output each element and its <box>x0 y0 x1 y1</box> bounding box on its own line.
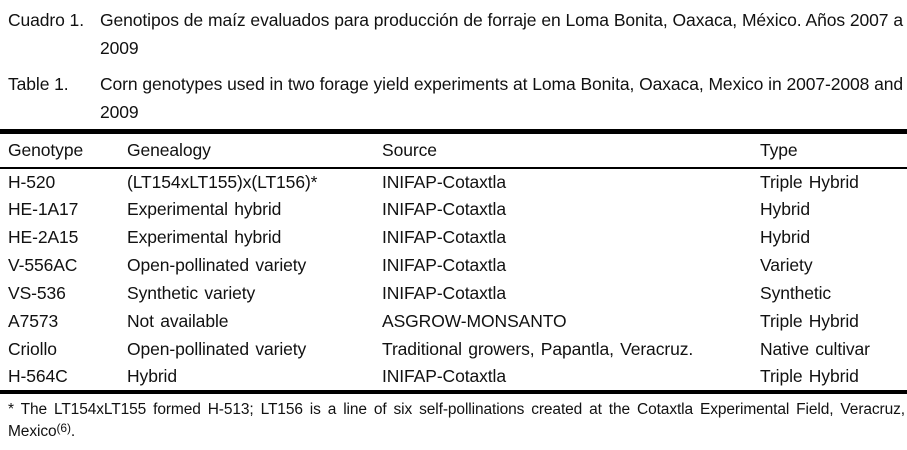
table-row <box>0 252 907 280</box>
table-row <box>0 280 907 308</box>
cell-type: Triple Hybrid <box>760 311 859 331</box>
cell-genealogy: Open-pollinated variety <box>127 255 307 275</box>
genotype-table <box>0 129 907 394</box>
cell-type: Variety <box>760 255 813 275</box>
column-header-type: Type <box>760 132 907 168</box>
column-header-genealogy: Genealogy <box>127 132 382 168</box>
table-row <box>0 168 907 196</box>
caption-spanish <box>0 6 907 62</box>
cell-source: ASGROW-MONSANTO <box>382 311 567 331</box>
table-row <box>0 224 907 252</box>
caption-spanish-text: Genotipos de maíz evaluados para producción de forraje en Loma Bonita, Oaxaca, México. Años 2007 a 2009 <box>100 10 903 58</box>
cell-type: Hybrid <box>760 199 810 219</box>
cell-source: INIFAP-Cotaxtla <box>382 366 506 386</box>
cell-source: INIFAP-Cotaxtla <box>382 283 506 303</box>
cell-genealogy: Synthetic variety <box>127 283 256 303</box>
cell-type: Synthetic <box>760 283 832 303</box>
footnote-marker: * <box>8 400 14 418</box>
table-footnote <box>0 399 907 443</box>
cell-genotype: H-520 <box>8 171 56 192</box>
cell-source: INIFAP-Cotaxtla <box>382 255 506 275</box>
cell-genealogy: Hybrid <box>127 366 177 386</box>
footnote-terminator: . <box>70 422 76 440</box>
cell-type: Hybrid <box>760 227 810 247</box>
table-row <box>0 336 907 364</box>
cell-source: Traditional growers, Papantla, Veracruz. <box>382 339 694 359</box>
cell-genotype: HE-1A17 <box>8 199 79 219</box>
cell-genealogy: Experimental hybrid <box>127 199 282 219</box>
cell-type: Triple Hybrid <box>760 366 859 386</box>
cell-genealogy: Open-pollinated variety <box>127 339 307 359</box>
column-header-genotype: Genotype <box>0 132 127 168</box>
caption-english <box>0 70 907 126</box>
cell-genotype: Criollo <box>8 339 57 359</box>
cell-type: Triple Hybrid <box>760 171 859 192</box>
caption-spanish-label: Cuadro 1. <box>8 10 84 30</box>
footnote-reference-superscript: (6) <box>56 420 71 435</box>
table-row <box>0 308 907 336</box>
cell-source: INIFAP-Cotaxtla <box>382 227 506 247</box>
column-header-source: Source <box>382 132 760 168</box>
footnote-text: The LT154xLT155 formed H-513; LT156 is a line of six self-pollinations created at the Cotaxtla Experimental Field, Veracruz, Mexico <box>8 400 905 440</box>
cell-genotype: V-556AC <box>8 255 78 275</box>
cell-source: INIFAP-Cotaxtla <box>382 199 506 219</box>
table-row <box>0 196 907 224</box>
cell-type: Native cultivar <box>760 339 870 359</box>
cell-genotype: HE-2A15 <box>8 227 79 247</box>
cell-genealogy: Experimental hybrid <box>127 227 282 247</box>
caption-english-text: Corn genotypes used in two forage yield experiments at Loma Bonita, Oaxaca, Mexico in 2007-2008 and 2009 <box>100 74 903 122</box>
cell-genotype: H-564C <box>8 366 68 386</box>
cell-genotype: A7573 <box>8 311 59 331</box>
cell-genealogy: (LT154xLT155)x(LT156)* <box>127 171 318 192</box>
cell-genealogy: Not available <box>127 311 229 331</box>
cell-genotype: VS-536 <box>8 283 66 303</box>
caption-english-label: Table 1. <box>8 74 69 94</box>
table-header-row <box>0 132 907 168</box>
table-row <box>0 364 907 392</box>
cell-source: INIFAP-Cotaxtla <box>382 171 506 192</box>
